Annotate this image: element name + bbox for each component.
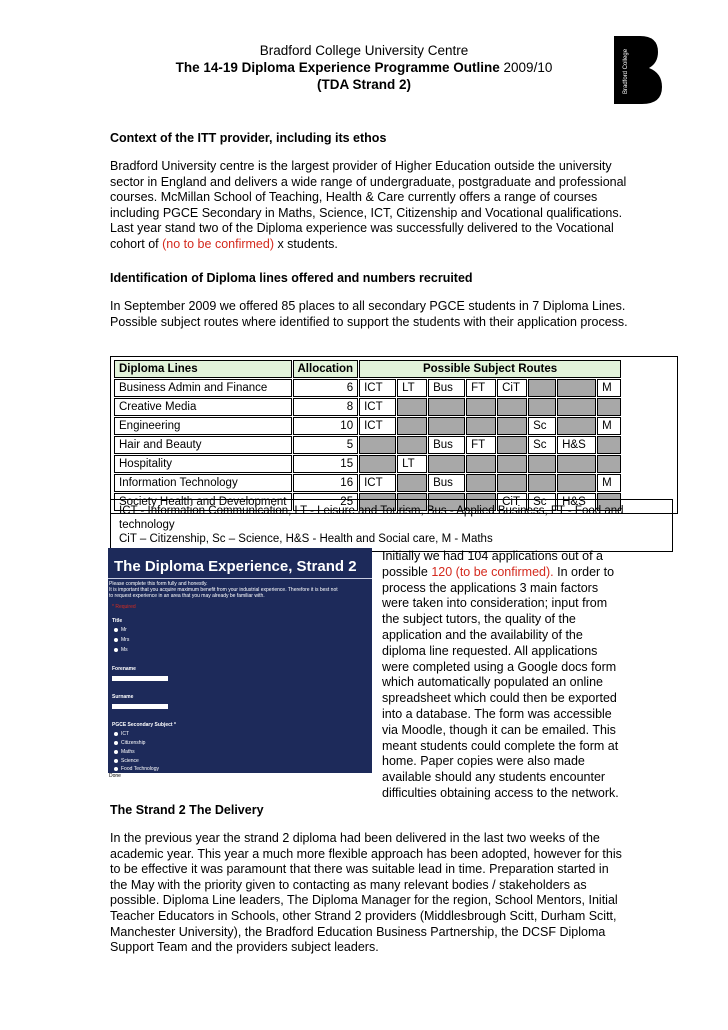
allocation-cell: 6 <box>293 379 359 397</box>
diploma-line-name: Engineering <box>114 417 292 435</box>
subject-route-cell <box>557 417 596 435</box>
subject-route-cell: ICT <box>359 379 396 397</box>
applications-line: process the applications 3 main factors <box>382 580 599 595</box>
form-intro-1: Please complete this form fully and honestly. <box>109 581 208 587</box>
delivery-line: possible. Diploma Line leaders, The Diploma Manager for the region, School Mentors, Initial <box>110 893 618 908</box>
subject-route-cell <box>466 455 496 473</box>
subject-route-cell <box>397 417 427 435</box>
radio-ict-label: ICT <box>121 731 130 737</box>
legend-line: CiT – Citizenship, Sc – Science, H&S - Health and Social care, M - Maths <box>119 533 493 545</box>
radio-maths-label: Maths <box>121 749 135 755</box>
context-line: Last year stand two of the Diploma experience was successfully delivered to the Vocational <box>110 221 614 236</box>
diploma-line-name: Hospitality <box>114 455 292 473</box>
context-line: courses. McMillan School of Teaching, Health & Care currently offers a range of courses <box>110 190 598 205</box>
table-row <box>114 379 621 397</box>
applications-line: the subject tutors, the quality of the <box>382 612 576 627</box>
allocation-cell: 25 <box>293 493 359 511</box>
subject-route-cell: M <box>597 474 621 492</box>
table-row <box>114 455 621 473</box>
diploma-line-name: Creative Media <box>114 398 292 416</box>
subject-route-cell <box>497 436 527 454</box>
browser-status-text: Done <box>109 773 121 778</box>
allocation-cell: 16 <box>293 474 359 492</box>
diploma-lines-paragraph <box>110 299 690 330</box>
form-intro-3: to request experience in an area that you may already be familiar with. <box>109 593 265 599</box>
legend-line: ICT - Information Communication, LT - Leisure and Tourism, Bus - Applied Business, FT - Food and technology <box>119 505 624 531</box>
header-allocation: Allocation <box>293 360 359 378</box>
radio-mrs[interactable] <box>114 638 118 642</box>
allocation-cell: 8 <box>293 398 359 416</box>
header-diploma-lines: Diploma Lines <box>114 360 292 378</box>
subject-route-cell: FT <box>466 379 496 397</box>
radio-ms-label: Ms <box>121 647 128 653</box>
allocation-cell: 10 <box>293 417 359 435</box>
form-surname-label: Surname <box>112 694 134 700</box>
diploma-line-text: Possible subject routes where identified to support the students with their application process. <box>110 314 628 329</box>
applications-line: Initially we had 104 applications out of a <box>382 549 603 563</box>
subject-route-cell <box>466 417 496 435</box>
subject-route-cell: LT <box>397 379 427 397</box>
header-line-1: Bradford College University Centre <box>259 43 469 58</box>
radio-mr-label: Mr <box>121 627 127 633</box>
subject-route-cell <box>497 455 527 473</box>
possible-suffix: In order to <box>553 564 615 579</box>
subject-route-cell: FT <box>466 436 496 454</box>
radio-science-label: Science <box>121 758 139 764</box>
table-row <box>114 398 621 416</box>
subject-route-cell <box>428 398 465 416</box>
applications-line: which automatically populated an online <box>382 675 603 690</box>
abbreviations-legend <box>110 499 673 552</box>
applications-line: were taken into consideration; input from <box>382 596 608 611</box>
radio-ms[interactable] <box>114 648 118 652</box>
form-subject-label: PGCE Secondary Subject * <box>112 722 176 728</box>
subject-route-cell <box>428 455 465 473</box>
subject-route-cell: M <box>597 417 621 435</box>
surname-input[interactable] <box>112 704 168 709</box>
delivery-line: In the previous year the strand 2 diploma had been delivered in the last two weeks of the <box>110 831 600 845</box>
table-row <box>114 436 621 454</box>
cohort-suffix: x students. <box>273 236 338 251</box>
radio-food-technology[interactable] <box>114 767 118 771</box>
applications-line: application and the availability of the <box>382 627 583 642</box>
possible-prefix: possible <box>382 564 432 579</box>
subject-route-cell <box>528 398 556 416</box>
subject-route-cell: Sc <box>528 436 556 454</box>
applications-line: available should any students encounter <box>382 770 606 785</box>
subject-route-cell: CiT <box>497 379 527 397</box>
radio-mrs-label: Mrs <box>121 637 130 643</box>
bradford-college-logo <box>614 36 664 104</box>
subject-route-cell <box>466 474 496 492</box>
diploma-line-name: Information Technology <box>114 474 292 492</box>
applications-line: were completed using a Google docs form <box>382 659 617 674</box>
subject-route-cell: LT <box>397 455 427 473</box>
diploma-lines-table-frame <box>110 356 678 514</box>
delivery-line: to be effective it was paramount that there was suitable lead in time. Preparation started in <box>110 862 609 877</box>
logo-text: Bradford College <box>623 48 629 94</box>
table-row <box>114 417 621 435</box>
form-intro-2: It is important that you acquire maximum benefit from your industrial experience. Therefore it is best not <box>109 587 338 593</box>
subject-route-cell: Bus <box>428 474 465 492</box>
form-title: The Diploma Experience, Strand 2 <box>114 558 357 575</box>
subject-route-cell <box>597 436 621 454</box>
delivery-paragraph <box>110 831 690 956</box>
subject-route-cell: Bus <box>428 436 465 454</box>
delivery-line: the May with the priority given to contacting as many relevant bodies / stakeholders as <box>110 877 587 892</box>
subject-route-cell: Bus <box>428 379 465 397</box>
subject-route-cell <box>528 474 556 492</box>
cohort-prefix: cohort of <box>110 236 163 251</box>
form-forename-label: Forename <box>112 666 136 672</box>
table-row <box>114 474 621 492</box>
subject-route-cell <box>466 398 496 416</box>
application-form-screenshot <box>108 548 372 778</box>
subject-route-cell <box>557 379 596 397</box>
subject-route-cell: Sc <box>528 493 556 511</box>
subject-route-cell <box>497 398 527 416</box>
subject-route-cell: Sc <box>528 417 556 435</box>
radio-citizenship[interactable] <box>114 741 118 745</box>
subject-route-cell <box>497 474 527 492</box>
forename-input[interactable] <box>112 676 168 681</box>
context-paragraph <box>110 159 670 253</box>
delivery-line: Manchester University), the Bradford Education Business Partnership, the DCSF Diploma <box>110 924 606 939</box>
subject-route-cell <box>557 474 596 492</box>
applications-line: difficulties obtaining access to the network. <box>382 785 619 800</box>
applications-line: home. Paper copies were also made <box>382 754 585 769</box>
radio-maths[interactable] <box>114 750 118 754</box>
delivery-line: Teacher Educators in Schools, other Strand 2 providers (Middlesbrough Scitt, Durham Scitt, <box>110 908 617 923</box>
applications-line: into a database. The form was accessible <box>382 706 612 721</box>
table-header-row <box>114 360 621 378</box>
allocation-cell: 15 <box>293 455 359 473</box>
subject-route-cell: M <box>597 379 621 397</box>
radio-ict[interactable] <box>114 732 118 736</box>
subject-route-cell <box>557 398 596 416</box>
subject-route-cell <box>597 398 621 416</box>
context-line: sector in England and delivers a wide range of undergraduate, postgraduate and professional <box>110 174 627 189</box>
radio-citizenship-label: Citizenship <box>121 740 146 746</box>
subject-route-cell: CiT <box>497 493 527 511</box>
possible-tbc: 120 (to be confirmed). <box>431 564 554 579</box>
subject-route-cell <box>397 398 427 416</box>
header-subject-routes: Possible Subject Routes <box>359 360 621 378</box>
applications-remaining-lines <box>382 581 682 802</box>
context-heading: Context of the ITT provider, including its ethos <box>110 131 387 145</box>
applications-line: diploma line requested. All applications <box>382 643 598 658</box>
form-title-label: Title <box>112 618 123 624</box>
subject-route-cell <box>397 474 427 492</box>
subject-route-cell <box>528 379 556 397</box>
subject-route-cell <box>557 455 596 473</box>
radio-mr[interactable] <box>114 628 118 632</box>
context-line: Bradford University centre is the largest provider of Higher Education outside the university <box>110 159 612 173</box>
header-year: 2009/10 <box>503 60 553 75</box>
applications-line: via Moodle, though it can be emailed. This <box>382 722 616 737</box>
delivery-line: academic year. This year a much more flexible approach has been adopted, however for this <box>110 846 622 861</box>
applications-paragraph <box>382 549 682 802</box>
subject-route-cell <box>428 417 465 435</box>
header-line-3: (TDA Strand 2) <box>317 77 411 92</box>
delivery-line: Support Team and the providers subject leaders. <box>110 940 379 955</box>
context-line <box>110 237 670 253</box>
form-title-rule <box>108 578 372 579</box>
subject-route-cell <box>359 436 396 454</box>
diploma-lines-table <box>113 359 622 512</box>
radio-science[interactable] <box>114 759 118 763</box>
subject-route-cell <box>597 455 621 473</box>
diploma-line-name: Business Admin and Finance <box>114 379 292 397</box>
diploma-line-name: Hair and Beauty <box>114 436 292 454</box>
subject-route-cell <box>497 417 527 435</box>
diploma-line-name: Society Health and Development <box>114 493 292 511</box>
diploma-line-text: In September 2009 we offered 85 places to all secondary PGCE students in 7 Diploma Lines. <box>110 299 626 313</box>
applications-line: spreadsheet which could then be exported <box>382 691 617 706</box>
context-line: including PGCE Secondary in Maths, Science, ICT, Citizenship and Vocational qualifications. <box>110 205 623 220</box>
subject-route-cell: H&S <box>557 493 596 511</box>
subject-route-cell: ICT <box>359 417 396 435</box>
radio-food-technology-label: Food Technology <box>121 766 159 772</box>
subject-route-cell: ICT <box>359 398 396 416</box>
browser-status-bar <box>108 773 372 778</box>
subject-route-cell: ICT <box>359 474 396 492</box>
subject-route-cell <box>359 455 396 473</box>
applications-line <box>382 565 682 581</box>
subject-route-cell <box>397 436 427 454</box>
form-required-note: * Required <box>112 604 136 610</box>
header-programme-title: The 14-19 Diploma Experience Programme Outline <box>175 60 500 75</box>
subject-route-cell: H&S <box>557 436 596 454</box>
allocation-cell: 5 <box>293 436 359 454</box>
cohort-tbc: (no to be confirmed) <box>162 236 274 251</box>
applications-line: meant students could complete the form at <box>382 738 619 753</box>
delivery-heading: The Strand 2 The Delivery <box>110 803 264 817</box>
subject-route-cell <box>528 455 556 473</box>
diploma-lines-heading: Identification of Diploma lines offered and numbers recruited <box>110 271 473 285</box>
